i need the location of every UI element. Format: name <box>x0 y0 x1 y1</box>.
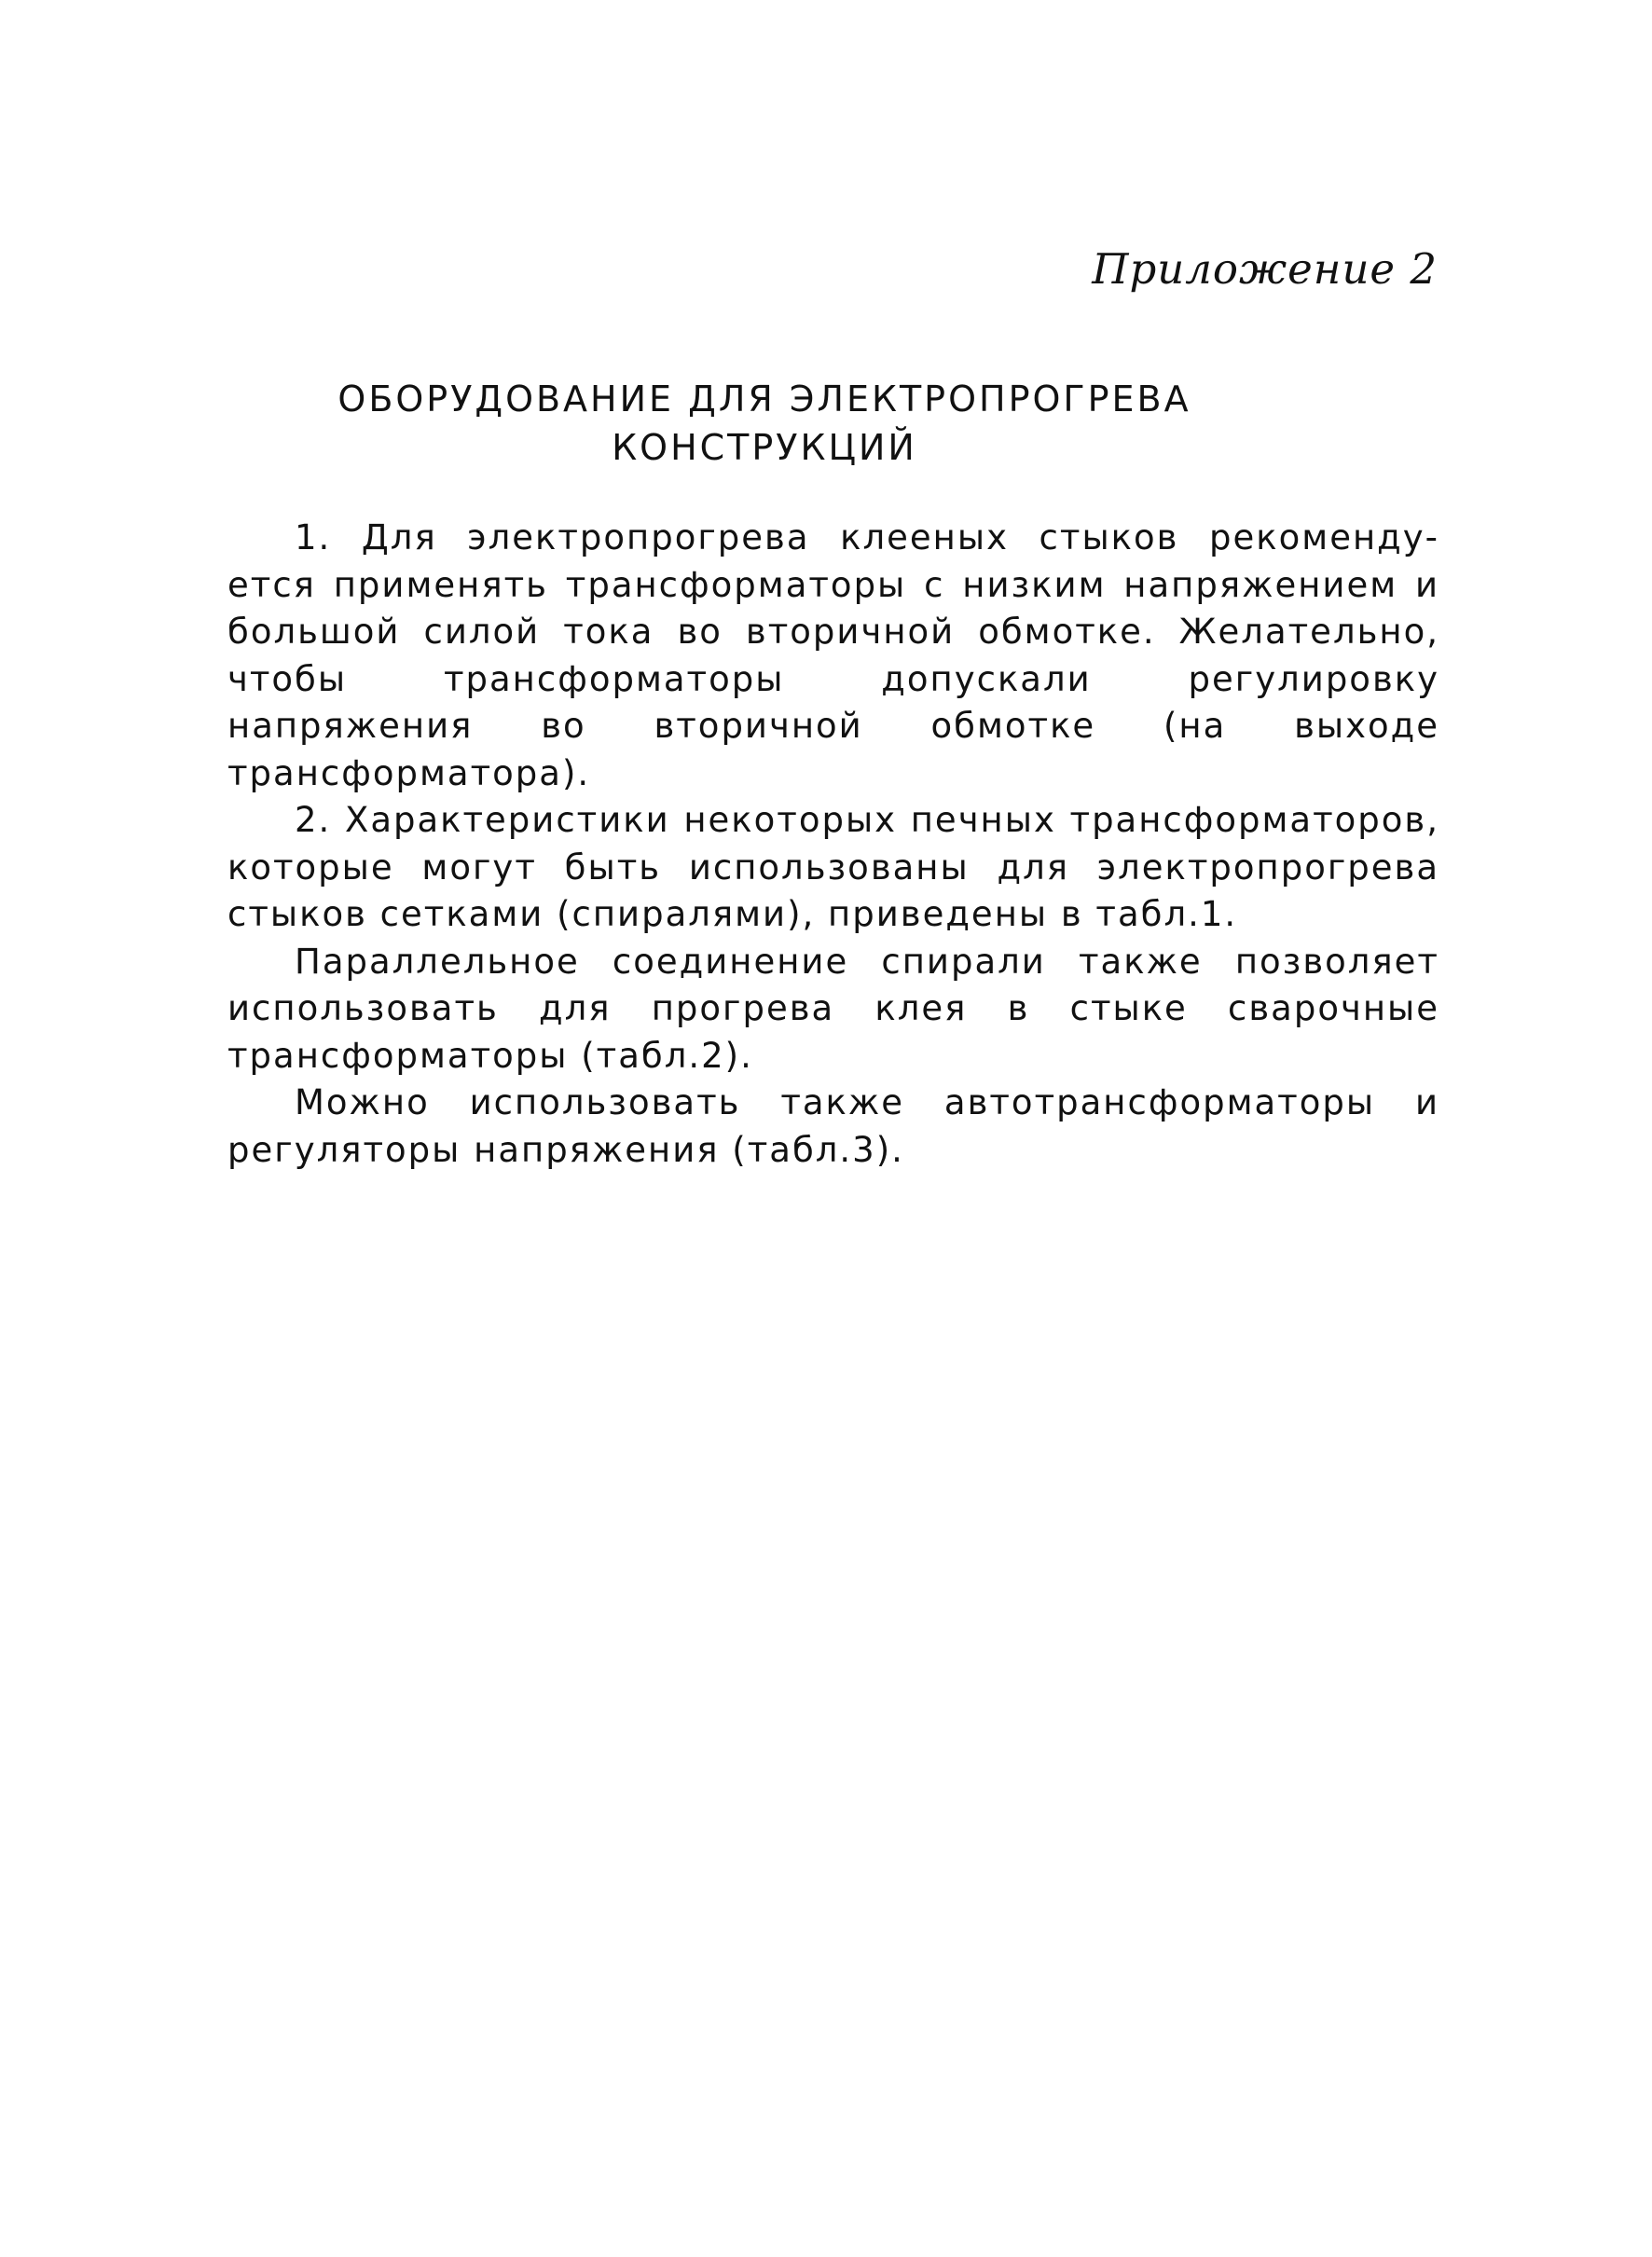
paragraph-1: 1. Для электропрогрева клееных стыков рекоменду-ется применять трансформаторы с низким напряжением и большой силой тока во вторичной обмотке. Желательно, чтобы трансформаторы допускали регулировку напряжения во вторичной обмотке (на выходе трансформатора). <box>227 517 1439 793</box>
body-text <box>227 515 1439 1174</box>
title-line-1: ОБОРУДОВАНИЕ ДЛЯ ЭЛЕКТРОПРОГРЕВА <box>337 378 1191 420</box>
paragraph-3: Параллельное соединение спирали также позволяет использовать для прогрева клея в стыке сварочные трансформаторы (табл.2). <box>227 941 1439 1076</box>
paragraph-4: Можно использовать также автотрансформаторы и регуляторы напряжения (табл.3). <box>227 1082 1439 1170</box>
paragraph-2: 2. Характеристики некоторых печных трансформаторов, которые могут быть использованы для электропрогрева стыков сетками (спиралями), приведены в табл.1. <box>227 800 1439 934</box>
title-line-2: КОНСТРУКЦИЙ <box>612 427 917 468</box>
appendix-label: Приложение 2 <box>1092 244 1438 294</box>
document-title <box>0 375 1529 472</box>
